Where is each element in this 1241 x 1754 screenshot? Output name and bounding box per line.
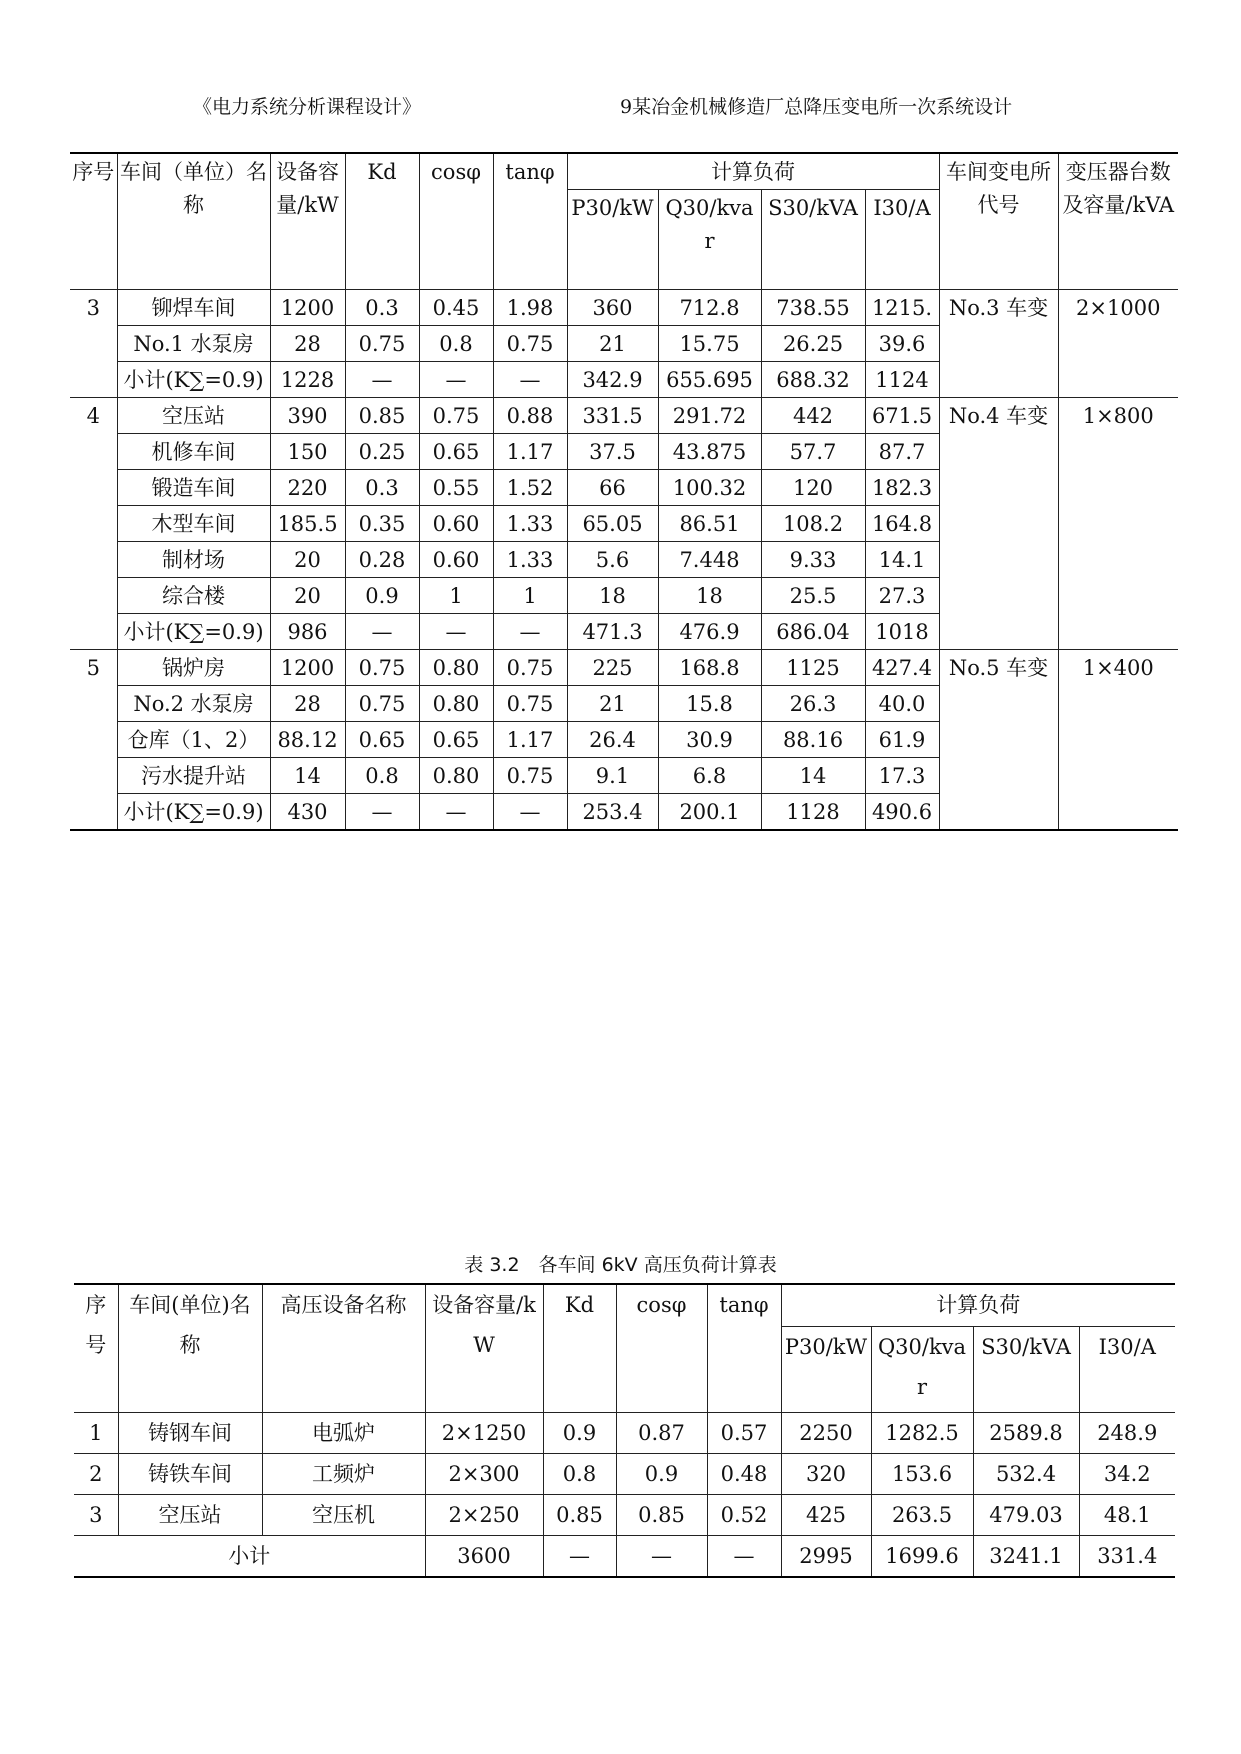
workshop-name-cell: 制材场 <box>117 542 270 578</box>
header2-cos: cosφ <box>616 1284 707 1412</box>
tan-cell: 0.88 <box>493 398 567 434</box>
header2-i30: I30/A <box>1079 1326 1175 1412</box>
capacity-cell: 986 <box>270 614 345 650</box>
tan-cell: 1 <box>493 578 567 614</box>
cos-cell: 0.80 <box>419 686 493 722</box>
header-tan: tanφ <box>493 153 567 290</box>
workshop-name-cell: 锻造车间 <box>117 470 270 506</box>
table-caption: 表 3.2 各车间 6kV 高压负荷计算表 <box>464 1254 777 1276</box>
cos-cell: 0.85 <box>616 1494 707 1535</box>
kd-cell: 0.75 <box>345 650 419 686</box>
capacity-cell: 28 <box>270 326 345 362</box>
header2-seq: 序号 <box>74 1284 118 1412</box>
kd-cell: 0.65 <box>345 722 419 758</box>
tan-cell: 1.33 <box>493 506 567 542</box>
capacity-cell: 1228 <box>270 362 345 398</box>
header-document-title: 9某冶金机械修造厂总降压变电所一次系统设计 <box>620 96 1013 118</box>
q30-cell: 6.8 <box>658 758 761 794</box>
workshop-name-cell: 小计(K∑=0.9) <box>117 614 270 650</box>
transformer-cell: 1×400 <box>1058 650 1178 831</box>
i30-cell: 14.1 <box>865 542 939 578</box>
q30-cell: 1282.5 <box>871 1412 973 1453</box>
header2-s30: S30/kVA <box>973 1326 1079 1412</box>
equipment-cell: 电弧炉 <box>262 1412 425 1453</box>
q30-cell: 263.5 <box>871 1494 973 1535</box>
i30-cell: 17.3 <box>865 758 939 794</box>
tan-cell: — <box>493 794 567 831</box>
s30-cell: 688.32 <box>761 362 865 398</box>
i30-cell: 331.4 <box>1079 1535 1175 1577</box>
s30-cell: 442 <box>761 398 865 434</box>
header-p30: P30/kW <box>567 190 658 290</box>
workshop-name-cell: 机修车间 <box>117 434 270 470</box>
header2-calc-load: 计算负荷 <box>781 1284 1175 1326</box>
seq-cell: 2 <box>74 1453 118 1494</box>
s30-cell: 479.03 <box>973 1494 1079 1535</box>
substation-cell: No.5 车变 <box>939 650 1058 831</box>
kd-cell: 0.8 <box>345 758 419 794</box>
cos-cell: 0.8 <box>419 326 493 362</box>
workshop-name-cell: 空压站 <box>117 398 270 434</box>
equipment-cell: 空压机 <box>262 1494 425 1535</box>
kd-cell: 0.75 <box>345 686 419 722</box>
p30-cell: 2250 <box>781 1412 871 1453</box>
header-capacity: 设备容量/kW <box>270 153 345 290</box>
q30-cell: 476.9 <box>658 614 761 650</box>
p30-cell: 18 <box>567 578 658 614</box>
p30-cell: 360 <box>567 290 658 326</box>
s30-cell: 738.55 <box>761 290 865 326</box>
tan-cell: 0.57 <box>707 1412 781 1453</box>
i30-cell: 27.3 <box>865 578 939 614</box>
header-q30: Q30/kvar <box>658 190 761 290</box>
p30-cell: 425 <box>781 1494 871 1535</box>
kd-cell: 0.9 <box>543 1412 616 1453</box>
p30-cell: 21 <box>567 326 658 362</box>
s30-cell: 3241.1 <box>973 1535 1079 1577</box>
capacity-cell: 220 <box>270 470 345 506</box>
capacity-cell: 2×1250 <box>425 1412 543 1453</box>
i30-cell: 1215. <box>865 290 939 326</box>
cos-cell: 1 <box>419 578 493 614</box>
kd-cell: 0.9 <box>345 578 419 614</box>
header-transformer: 变压器台数及容量/kVA <box>1058 153 1178 290</box>
kd-cell: 0.28 <box>345 542 419 578</box>
s30-cell: 26.3 <box>761 686 865 722</box>
equipment-cell: 工频炉 <box>262 1453 425 1494</box>
i30-cell: 40.0 <box>865 686 939 722</box>
cos-cell: 0.65 <box>419 722 493 758</box>
workshop-name-cell: 木型车间 <box>117 506 270 542</box>
table-row <box>70 398 1178 434</box>
header-kd: Kd <box>345 153 419 290</box>
header-substation: 车间变电所代号 <box>939 153 1058 290</box>
p30-cell: 37.5 <box>567 434 658 470</box>
header2-q30: Q30/kvar <box>871 1326 973 1412</box>
q30-cell: 1699.6 <box>871 1535 973 1577</box>
s30-cell: 9.33 <box>761 542 865 578</box>
p30-cell: 253.4 <box>567 794 658 831</box>
capacity-cell: 14 <box>270 758 345 794</box>
tan-cell: 0.75 <box>493 758 567 794</box>
capacity-cell: 88.12 <box>270 722 345 758</box>
p30-cell: 320 <box>781 1453 871 1494</box>
tan-cell: 0.75 <box>493 650 567 686</box>
transformer-cell: 1×800 <box>1058 398 1178 650</box>
workshop-name-cell: No.1 水泵房 <box>117 326 270 362</box>
i30-cell: 1018 <box>865 614 939 650</box>
tan-cell: 0.48 <box>707 1453 781 1494</box>
table-row <box>70 650 1178 686</box>
cos-cell: 0.75 <box>419 398 493 434</box>
workshop-name-cell: 空压站 <box>118 1494 262 1535</box>
kd-cell: — <box>345 362 419 398</box>
q30-cell: 168.8 <box>658 650 761 686</box>
q30-cell: 291.72 <box>658 398 761 434</box>
workshop-name-cell: No.2 水泵房 <box>117 686 270 722</box>
p30-cell: 331.5 <box>567 398 658 434</box>
header-cos: cosφ <box>419 153 493 290</box>
capacity-cell: 1200 <box>270 290 345 326</box>
tan-cell: 0.75 <box>493 686 567 722</box>
workshop-name-cell: 小计(K∑=0.9) <box>117 794 270 831</box>
s30-cell: 25.5 <box>761 578 865 614</box>
s30-cell: 1128 <box>761 794 865 831</box>
q30-cell: 30.9 <box>658 722 761 758</box>
p30-cell: 66 <box>567 470 658 506</box>
q30-cell: 43.875 <box>658 434 761 470</box>
i30-cell: 164.8 <box>865 506 939 542</box>
cos-cell: 0.55 <box>419 470 493 506</box>
kd-cell: 0.25 <box>345 434 419 470</box>
header2-equipment: 高压设备名称 <box>262 1284 425 1412</box>
seq-cell: 3 <box>74 1494 118 1535</box>
header2-kd: Kd <box>543 1284 616 1412</box>
i30-cell: 490.6 <box>865 794 939 831</box>
capacity-cell: 430 <box>270 794 345 831</box>
s30-cell: 686.04 <box>761 614 865 650</box>
q30-cell: 15.75 <box>658 326 761 362</box>
q30-cell: 15.8 <box>658 686 761 722</box>
tan-cell: 1.17 <box>493 434 567 470</box>
tan-cell: — <box>493 614 567 650</box>
workshop-name-cell: 仓库（1、2） <box>117 722 270 758</box>
cos-cell: — <box>419 614 493 650</box>
workshop-name-cell: 铸钢车间 <box>118 1412 262 1453</box>
capacity-cell: 185.5 <box>270 506 345 542</box>
s30-cell: 2589.8 <box>973 1412 1079 1453</box>
workshop-name-cell: 综合楼 <box>117 578 270 614</box>
s30-cell: 14 <box>761 758 865 794</box>
s30-cell: 88.16 <box>761 722 865 758</box>
capacity-cell: 390 <box>270 398 345 434</box>
tan-cell: — <box>707 1535 781 1577</box>
i30-cell: 671.5 <box>865 398 939 434</box>
capacity-cell: 2×250 <box>425 1494 543 1535</box>
header-workshop: 车间（单位）名称 <box>117 153 270 290</box>
kd-cell: 0.3 <box>345 290 419 326</box>
i30-cell: 248.9 <box>1079 1412 1175 1453</box>
header-s30: S30/kVA <box>761 190 865 290</box>
q30-cell: 655.695 <box>658 362 761 398</box>
tan-cell: 0.52 <box>707 1494 781 1535</box>
total-label-cell: 小计 <box>74 1535 425 1577</box>
s30-cell: 532.4 <box>973 1453 1079 1494</box>
group-seq-cell: 3 <box>70 290 117 398</box>
capacity-cell: 28 <box>270 686 345 722</box>
substation-cell: No.3 车变 <box>939 290 1058 398</box>
cos-cell: 0.87 <box>616 1412 707 1453</box>
p30-cell: 65.05 <box>567 506 658 542</box>
p30-cell: 342.9 <box>567 362 658 398</box>
tan-cell: 1.52 <box>493 470 567 506</box>
cos-cell: 0.60 <box>419 506 493 542</box>
s30-cell: 1125 <box>761 650 865 686</box>
group-seq-cell: 5 <box>70 650 117 831</box>
seq-cell: 1 <box>74 1412 118 1453</box>
header2-tan: tanφ <box>707 1284 781 1412</box>
workshop-name-cell: 污水提升站 <box>117 758 270 794</box>
p30-cell: 225 <box>567 650 658 686</box>
q30-cell: 86.51 <box>658 506 761 542</box>
table-row <box>74 1453 1175 1494</box>
header2-capacity: 设备容量/kW <box>425 1284 543 1412</box>
s30-cell: 120 <box>761 470 865 506</box>
s30-cell: 26.25 <box>761 326 865 362</box>
p30-cell: 9.1 <box>567 758 658 794</box>
cos-cell: 0.65 <box>419 434 493 470</box>
s30-cell: 108.2 <box>761 506 865 542</box>
p30-cell: 471.3 <box>567 614 658 650</box>
cos-cell: 0.45 <box>419 290 493 326</box>
header-course-title: 《电力系统分析课程设计》 <box>193 96 422 118</box>
i30-cell: 182.3 <box>865 470 939 506</box>
substation-cell: No.4 车变 <box>939 398 1058 650</box>
transformer-cell: 2×1000 <box>1058 290 1178 398</box>
p30-cell: 21 <box>567 686 658 722</box>
header-calc-load: 计算负荷 <box>567 153 939 190</box>
header2-workshop: 车间(单位)名称 <box>118 1284 262 1412</box>
kd-cell: — <box>543 1535 616 1577</box>
cos-cell: — <box>419 362 493 398</box>
total-row <box>74 1535 1175 1577</box>
capacity-cell: 1200 <box>270 650 345 686</box>
cos-cell: — <box>616 1535 707 1577</box>
cos-cell: 0.80 <box>419 758 493 794</box>
cos-cell: 0.80 <box>419 650 493 686</box>
kd-cell: 0.85 <box>345 398 419 434</box>
cos-cell: 0.60 <box>419 542 493 578</box>
tan-cell: — <box>493 362 567 398</box>
kd-cell: 0.35 <box>345 506 419 542</box>
kd-cell: 0.75 <box>345 326 419 362</box>
kd-cell: 0.8 <box>543 1453 616 1494</box>
q30-cell: 7.448 <box>658 542 761 578</box>
q30-cell: 100.32 <box>658 470 761 506</box>
q30-cell: 712.8 <box>658 290 761 326</box>
i30-cell: 39.6 <box>865 326 939 362</box>
cos-cell: 0.9 <box>616 1453 707 1494</box>
workshop-name-cell: 铆焊车间 <box>117 290 270 326</box>
header-seq: 序号 <box>70 153 117 290</box>
i30-cell: 34.2 <box>1079 1453 1175 1494</box>
s30-cell: 57.7 <box>761 434 865 470</box>
i30-cell: 87.7 <box>865 434 939 470</box>
p30-cell: 2995 <box>781 1535 871 1577</box>
table-row <box>74 1494 1175 1535</box>
table-row <box>74 1412 1175 1453</box>
p30-cell: 26.4 <box>567 722 658 758</box>
p30-cell: 5.6 <box>567 542 658 578</box>
capacity-cell: 20 <box>270 578 345 614</box>
q30-cell: 153.6 <box>871 1453 973 1494</box>
tan-cell: 1.33 <box>493 542 567 578</box>
header-i30: I30/A <box>865 190 939 290</box>
q30-cell: 200.1 <box>658 794 761 831</box>
kd-cell: — <box>345 794 419 831</box>
kd-cell: 0.3 <box>345 470 419 506</box>
workshop-name-cell: 铸铁车间 <box>118 1453 262 1494</box>
workshop-name-cell: 小计(K∑=0.9) <box>117 362 270 398</box>
i30-cell: 61.9 <box>865 722 939 758</box>
i30-cell: 1124 <box>865 362 939 398</box>
i30-cell: 427.4 <box>865 650 939 686</box>
capacity-cell: 2×300 <box>425 1453 543 1494</box>
capacity-cell: 20 <box>270 542 345 578</box>
i30-cell: 48.1 <box>1079 1494 1175 1535</box>
tan-cell: 0.75 <box>493 326 567 362</box>
header2-p30: P30/kW <box>781 1326 871 1412</box>
kd-cell: 0.85 <box>543 1494 616 1535</box>
workshop-name-cell: 锅炉房 <box>117 650 270 686</box>
capacity-cell: 3600 <box>425 1535 543 1577</box>
kd-cell: — <box>345 614 419 650</box>
capacity-cell: 150 <box>270 434 345 470</box>
low-voltage-load-table <box>70 152 1178 831</box>
tan-cell: 1.17 <box>493 722 567 758</box>
tan-cell: 1.98 <box>493 290 567 326</box>
table-row <box>70 290 1178 326</box>
cos-cell: — <box>419 794 493 831</box>
high-voltage-load-table <box>74 1283 1175 1578</box>
group-seq-cell: 4 <box>70 398 117 650</box>
q30-cell: 18 <box>658 578 761 614</box>
